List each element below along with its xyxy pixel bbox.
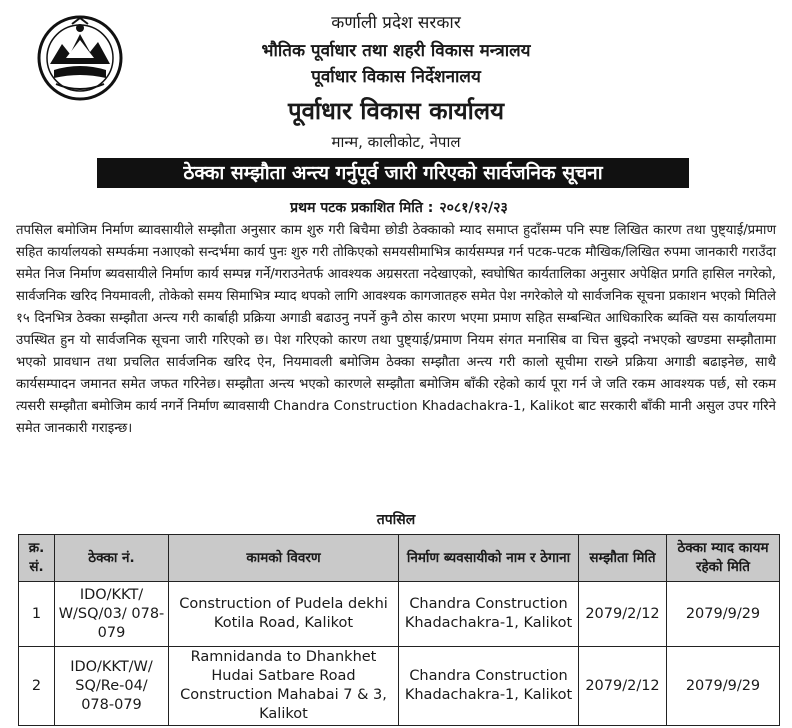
first-published-line [0,198,792,217]
cell-deadline: 2079/9/29 [667,647,780,726]
schedule-caption: तपसिल [376,512,416,528]
directorate-name: पूर्वाधार विकास निर्देशनालय [311,67,481,87]
table-row [19,647,780,726]
office-name: पूर्वाधार विकास कार्यालय [287,97,505,125]
header-sn: क्र. सं. [19,535,55,582]
cell-deadline: 2079/9/29 [667,582,780,647]
cell-sn: 1 [19,582,55,647]
cell-contractor: Chandra Construction Khadachakra-1, Kalikot [399,647,579,726]
ministry-name: भौतिक पूर्वाधार तथा शहरी विकास मन्त्रालय [261,41,531,61]
cell-work-description: Construction of Pudela dekhi Kotila Road, Kalikot [169,582,399,647]
cell-agreement-date: 2079/2/12 [579,582,667,647]
office-address: मान्म, कालीकोट, नेपाल [331,133,461,151]
cell-contractor: Chandra Construction Khadachakra-1, Kalikot [399,582,579,647]
cell-contract-no: IDO/KKT/ W/SQ/03/ 078-079 [55,582,169,647]
cell-sn: 2 [19,647,55,726]
first-published-label: प्रथम पटक प्रकाशित मिति : [290,200,434,216]
header-contract-no: ठेक्का नं. [55,535,169,582]
province-name: कर्णाली प्रदेश सरकार [331,13,461,33]
cell-work-description: Ramnidanda to Dhankhet Hudai Satbare Road Construction Mahabai 7 & 3, Kalikot [169,647,399,726]
header-contractor: निर्माण ब्यवसायीको नाम र ठेगाना [399,535,579,582]
header-agreement-date: सम्झौता मिति [579,535,667,582]
notice-body: तपसिल बमोजिम निर्माण ब्यावसायीले सम्झौता अनुसार काम शुरु गरी बिचैमा छोडी ठेक्काको म्याद समाप्त हुदाँसम्म पनि स्पष्ट लिखित कारण तथा पुष्ट्याई/प्रमाण सहित कार्यालयको सम्पर्कमा नआएको सन्दर्भमा कार्य पुनः शुरु गरी तोकिएको समयसीमाभित्र कार्यसम्पन्न गर्न पटक-पटक मौखिक/लिखित रुपमा जानकारी गराउँदा समेत निज निर्माण ब्यवसायीले निर्माण कार्य सम्पन्न गर्ने/गराउनेतर्फ आवश्यक अग्रसरता नदेखाएको, स्वघोषित कार्यतालिका अनुसार अपेक्षित प्रगति हासिल नगरेको, सार्वजनिक खरिद नियमावली, तोकेको समय सिमाभित्र म्याद थपको लागि आवश्यक कागजातहरु समेत पेश नगरेकोले यो सार्वजनिक सूचना प्रकाशन भएको मितिले १५ दिनभित्र ठेक्का सम्झौता अन्त्य गरी कार्बाही प्रक्रिया अगाडी बढाउनु नपर्ने कुनै ठोस कारण भएमा प्रमाण सहित सम्बन्धित आधिकारिक ब्यक्ति यस कार्यालयमा उपस्थित हुन यो सार्वजनिक सूचना जारी गरिएको छ। पेश गरिएको कारण तथा पुष्ट्याई/प्रमाण नियम संगत मनासिब वा चित्त बुझ्दो नभएको खण्डमा सम्झौतामा भएको प्रावधान तथा प्रचलित सार्वजनिक खरिद ऐन, नियमावली बमोजिम ठेक्का सम्झौता अन्त्य गरी कालो सूचीमा राख्ने प्रक्रिया अगाडी बढाइनेछ, साथै कार्यसम्पादन जमानत समेत जफत गरिनेछ। सम्झौता अन्त्य भएको कारणले सम्झौता बमोजिम बाँकी रहेको कार्य पूरा गर्न जे जति रकम आवश्यक पर्छ, सो रकम त्यसरी सम्झौता बमोजिम कार्य नगर्ने निर्माण ब्यावसायी Chandra Construction Khadachakra-1, Kalikot बाट सरकारी बाँकी मानी असुल उपर गरिने समेत जानकारी गराइन्छ। [16,223,776,436]
table-header-row [19,535,780,582]
cell-agreement-date: 2079/2/12 [579,647,667,726]
notice-title: ठेक्का सम्झौता अन्त्य गर्नुपूर्व जारी गरिएको सार्वजनिक सूचना [97,158,689,188]
header-deadline: ठेक्का म्याद कायम रहेको मिति [667,535,780,582]
header-work-description: कामको विवरण [169,535,399,582]
table-row [19,582,780,647]
first-published-date: २०८१/१२/२३ [439,200,508,216]
cell-contract-no: IDO/KKT/W/ SQ/Re-04/ 078-079 [55,647,169,726]
schedule-table [18,534,780,726]
